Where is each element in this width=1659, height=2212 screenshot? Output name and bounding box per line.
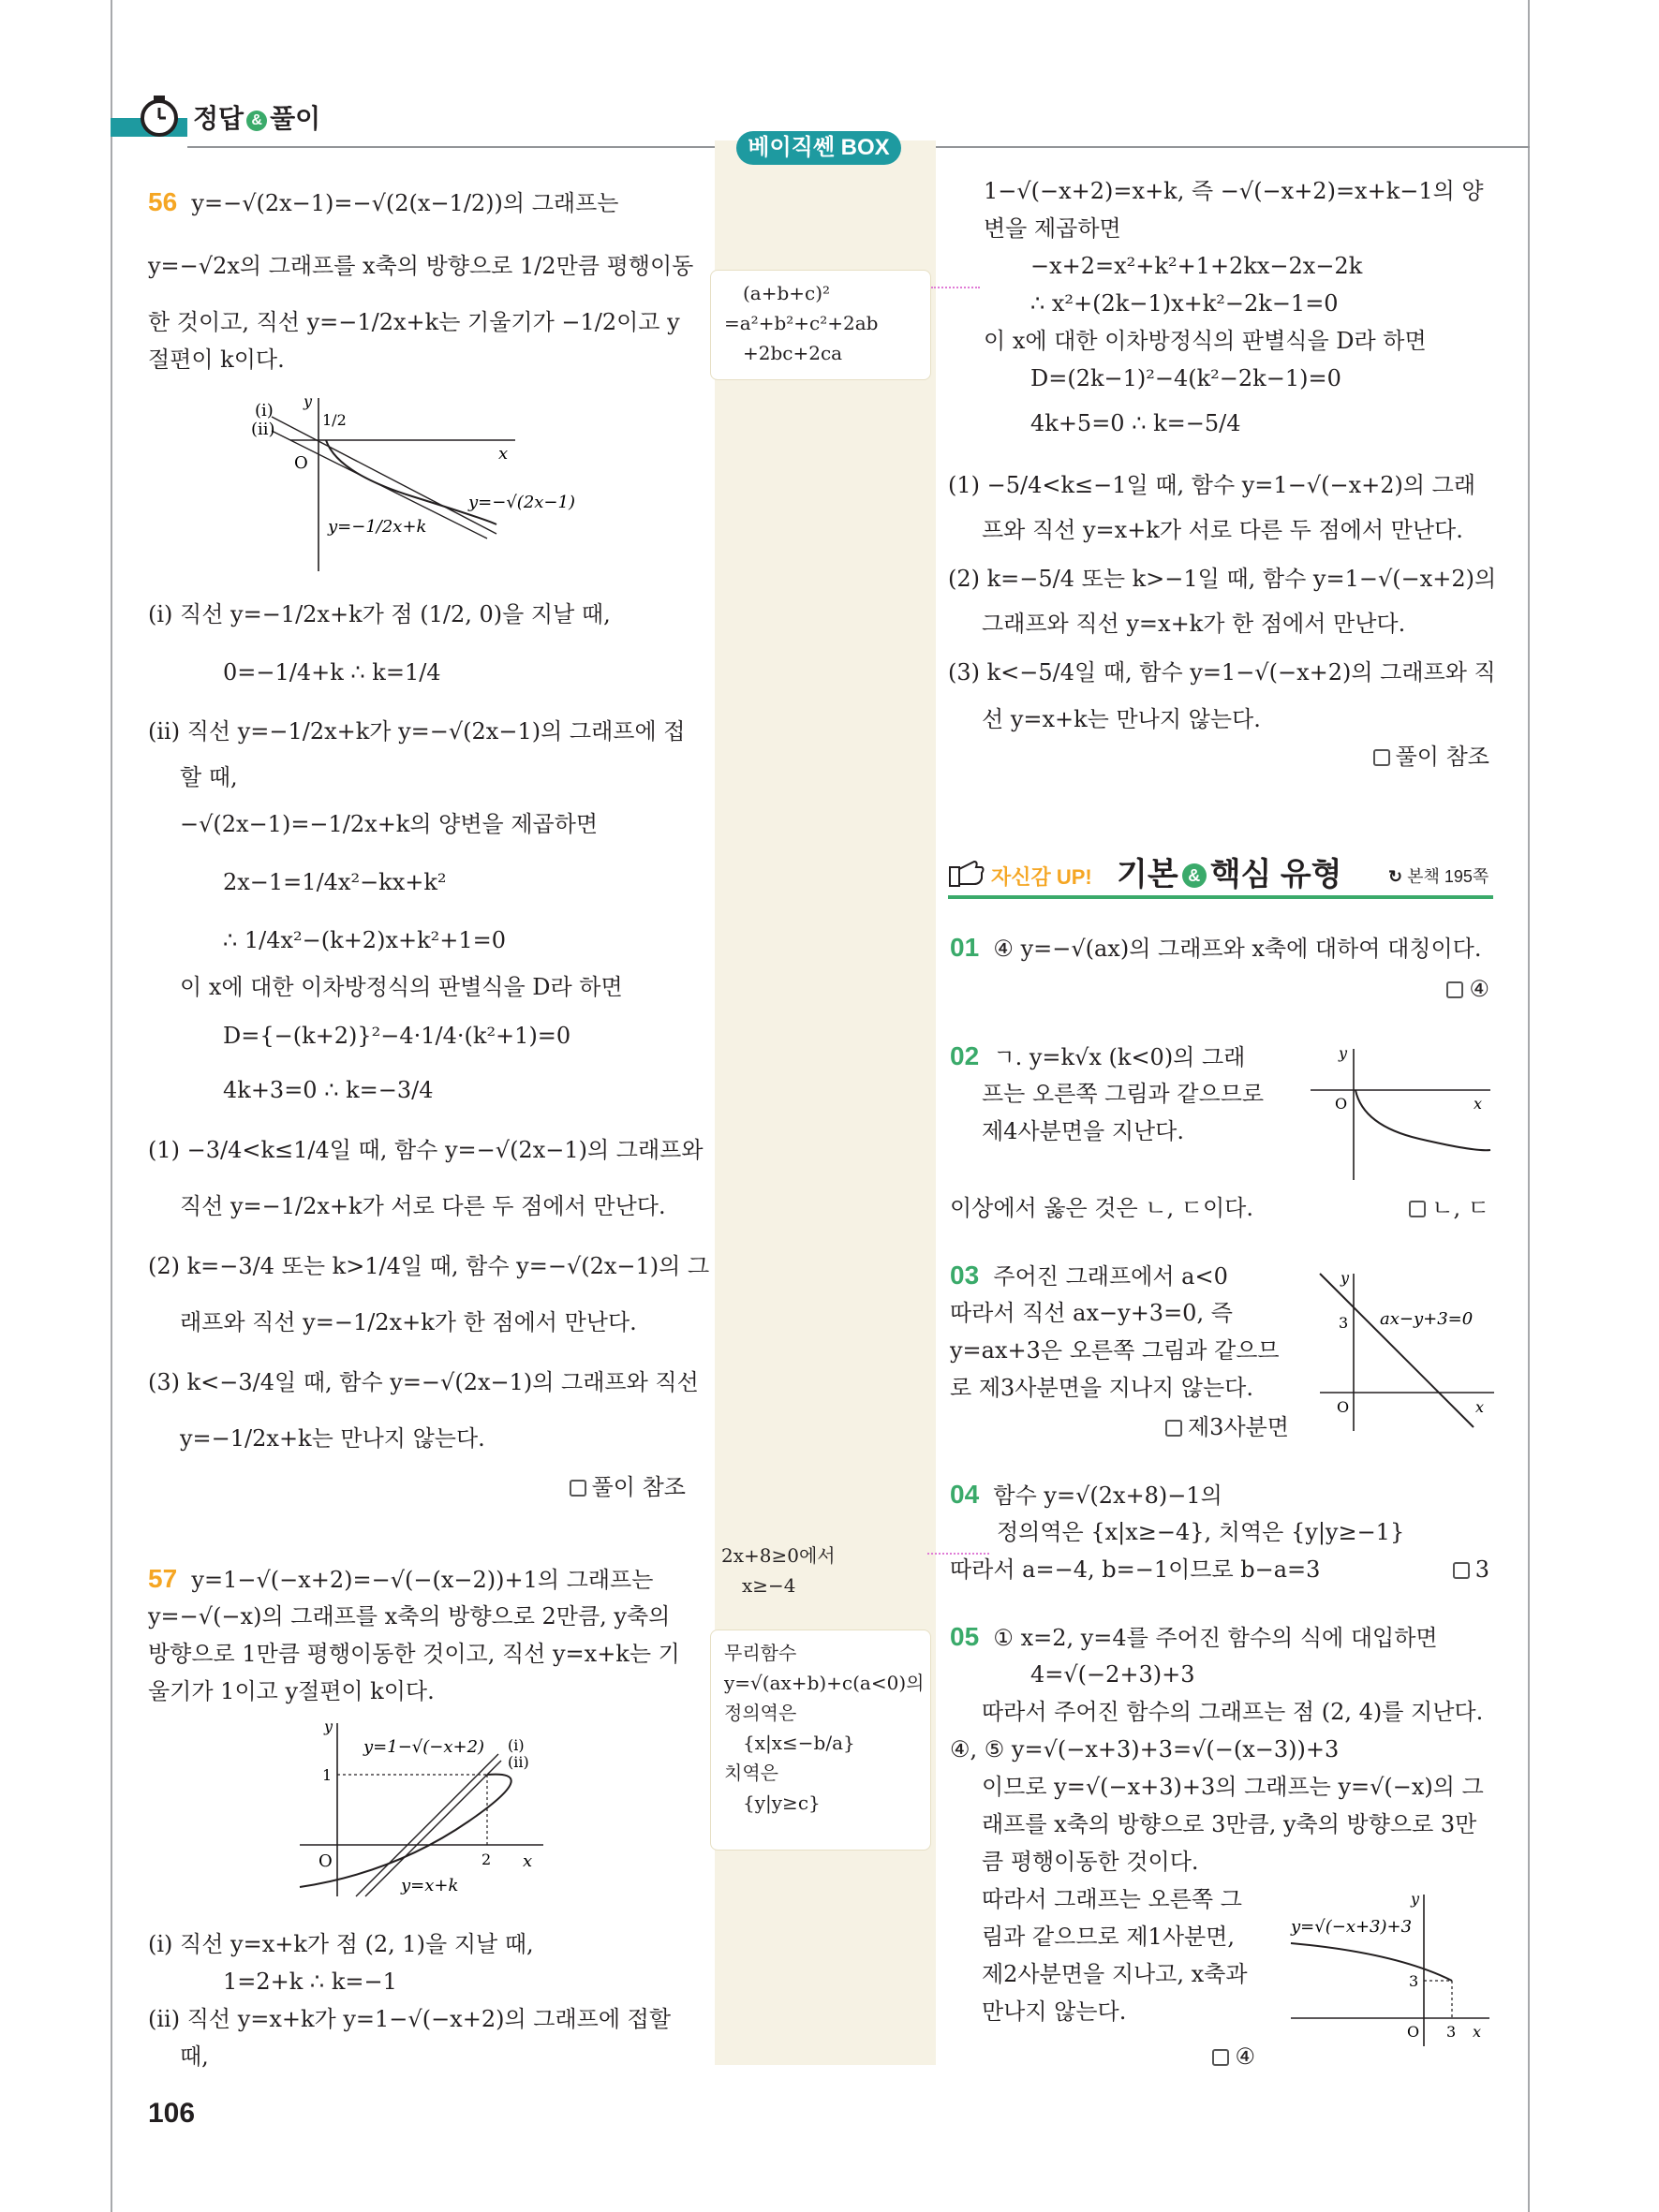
problem-02-line: 제4사분면을 지난다. bbox=[982, 1118, 1184, 1144]
left-border bbox=[111, 0, 112, 2212]
sidebar-box-formula bbox=[710, 270, 931, 380]
cont-line: D=(2k−1)²−4(k²−2k−1)=0 bbox=[1030, 365, 1341, 391]
problem-05-line: 큼 평행이동한 것이다. bbox=[982, 1849, 1199, 1875]
problem-02-line bbox=[950, 1041, 1245, 1072]
graph-05-label-y: y bbox=[1411, 1890, 1420, 1908]
graph-05-label-x: x bbox=[1473, 2023, 1482, 2041]
cont-line: 4k+5=0 ∴ k=−5/4 bbox=[1030, 410, 1241, 436]
cont-line: 선 y=x+k는 만나지 않는다. bbox=[982, 706, 1261, 732]
graph-02-curve bbox=[1355, 1090, 1490, 1150]
answer-icon bbox=[1373, 749, 1390, 766]
problem-05-line: 따라서 주어진 함수의 그래프는 점 (2, 4)를 지난다. bbox=[982, 1699, 1484, 1725]
answer-icon bbox=[1409, 1201, 1426, 1217]
problem-04-line: 정의역은 {x|x≥−4}, 치역은 {y|y≥−1} bbox=[997, 1519, 1405, 1545]
sidebar-note-line: 2x+8≥0에서 bbox=[721, 1544, 836, 1567]
graph-57-label-y: y bbox=[324, 1718, 333, 1735]
answer-icon bbox=[1453, 1562, 1470, 1579]
answer-icon bbox=[1212, 2049, 1229, 2066]
section-prefix: 자신감 UP! bbox=[991, 865, 1092, 889]
section-title-b: 핵심 유형 bbox=[1209, 857, 1342, 892]
problem-01-answer-text: ④ bbox=[1469, 976, 1489, 1002]
cont-line: 1−√(−x+2)=x+k, 즉 −√(−x+2)=x+k−1의 양 bbox=[984, 178, 1484, 204]
problem-03-line: 로 제3사분면을 지나지 않는다. bbox=[950, 1375, 1253, 1401]
cont-line: 그래프와 직선 y=x+k가 한 점에서 만난다. bbox=[982, 611, 1406, 637]
graph-03-label-x: x bbox=[1475, 1398, 1485, 1416]
sidebar-box-line: {y|y≥c} bbox=[743, 1792, 821, 1814]
section-title bbox=[1117, 848, 1342, 894]
graph-57-label-O: O bbox=[318, 1851, 333, 1871]
graph-03-label-y: y bbox=[1341, 1269, 1350, 1287]
section-title-amp: & bbox=[1182, 863, 1207, 888]
problem-05-text: ① x=2, y=4를 주어진 함수의 식에 대입하면 bbox=[993, 1625, 1438, 1651]
sidebar-note-line: x≥−4 bbox=[742, 1574, 796, 1597]
problem-04-answer-text: 3 bbox=[1474, 1556, 1489, 1583]
cont-answer-text: 풀이 참조 bbox=[1395, 744, 1489, 770]
cont-line: (1) −5/4<k≤−1일 때, 함수 y=1−√(−x+2)의 그래 bbox=[948, 472, 1476, 498]
section-ref bbox=[1388, 863, 1489, 888]
cont-line: 프와 직선 y=x+k가 서로 다른 두 점에서 만난다. bbox=[982, 517, 1463, 543]
sidebar-box-irrational bbox=[710, 1630, 931, 1851]
problem-05-line: 따라서 그래프는 오른쪽 그 bbox=[982, 1886, 1242, 1912]
graph-57-label-x: x bbox=[523, 1851, 533, 1871]
hand-icon bbox=[948, 856, 985, 890]
problem-56-number: 56 bbox=[148, 187, 178, 216]
problem-56-line: 래프와 직선 y=−1/2x+k가 한 점에서 만난다. bbox=[180, 1309, 637, 1335]
problem-56-line: (2) k=−3/4 또는 k>1/4일 때, 함수 y=−√(2x−1)의 그 bbox=[148, 1253, 710, 1279]
problem-03-answer-text: 제3사분면 bbox=[1187, 1414, 1289, 1440]
cont-answer bbox=[1293, 742, 1489, 772]
graph-02 bbox=[1307, 1041, 1494, 1182]
problem-05-line: 만나지 않는다. bbox=[982, 1998, 1127, 2025]
graph-02-label-y: y bbox=[1339, 1044, 1348, 1062]
answer-icon bbox=[1446, 981, 1463, 998]
section-title-a: 기본 bbox=[1117, 857, 1178, 892]
sidebar-box-formula-line: (a+b+c)² bbox=[743, 282, 831, 304]
problem-01-answer bbox=[1386, 974, 1489, 1004]
problem-02-line: 프는 오른쪽 그림과 같으므로 bbox=[982, 1081, 1265, 1107]
problem-57-number: 57 bbox=[148, 1564, 178, 1593]
clock-icon bbox=[135, 92, 184, 140]
section-header bbox=[948, 843, 1493, 901]
problem-56-answer bbox=[468, 1472, 686, 1502]
problem-02-conclusion: 이상에서 옳은 것은 ㄴ, ㄷ이다. bbox=[950, 1195, 1253, 1221]
problem-56-line: 2x−1=1/4x²−kx+k² bbox=[223, 869, 447, 895]
problem-57-line: 방향으로 1만큼 평행이동한 것이고, 직선 y=x+k는 기 bbox=[148, 1641, 680, 1667]
problem-05-line: 이므로 y=√(−x+3)+3의 그래프는 y=√(−x)의 그 bbox=[982, 1774, 1484, 1800]
problem-05-answer-text: ④ bbox=[1235, 2043, 1255, 2070]
problem-04-line: 따라서 a=−4, b=−1이므로 b−a=3 bbox=[950, 1556, 1321, 1583]
problem-04-line bbox=[950, 1480, 1222, 1511]
problem-03-line: y=ax+3은 오른쪽 그림과 같으므 bbox=[950, 1337, 1280, 1364]
sidebar-box-formula-line: +2bc+2ca bbox=[743, 342, 843, 364]
cont-line: (3) k<−5/4일 때, 함수 y=1−√(−x+2)의 그래프와 직 bbox=[948, 659, 1496, 686]
graph-57-label-1: 1 bbox=[322, 1766, 333, 1784]
problem-56-text: y=−√(2x−1)=−√(2(x−1/2))의 그래프는 bbox=[191, 190, 619, 216]
problem-56-line bbox=[148, 187, 618, 218]
problem-56-line: 한 것이고, 직선 y=−1/2x+k는 기울기가 −1/2이고 y bbox=[148, 309, 680, 335]
problem-57-line: 울기가 1이고 y절편이 k이다. bbox=[148, 1678, 435, 1704]
graph-03 bbox=[1316, 1266, 1499, 1435]
graph-56-label-i: (i) bbox=[255, 401, 274, 420]
problem-57-line: y=−√(−x)의 그래프를 x축의 방향으로 2만큼, y축의 bbox=[148, 1603, 671, 1630]
graph-57 bbox=[290, 1718, 562, 1906]
problem-01-text: ④ y=−√(ax)의 그래프와 x축에 대하여 대칭이다. bbox=[993, 936, 1482, 962]
problem-57-line: (ii) 직선 y=x+k가 y=1−√(−x+2)의 그래프에 접할 bbox=[148, 2006, 672, 2032]
right-border bbox=[1528, 0, 1530, 2212]
problem-56-line: 0=−1/4+k ∴ k=1/4 bbox=[223, 659, 441, 686]
answer-icon bbox=[1165, 1420, 1182, 1437]
graph-05-label-3a: 3 bbox=[1409, 1972, 1419, 1990]
graph-56-label-curve: y=−√(2x−1) bbox=[468, 493, 575, 512]
problem-56-line: (1) −3/4<k≤1/4일 때, 함수 y=−√(2x−1)의 그래프와 bbox=[148, 1137, 704, 1163]
problem-56-line: (i) 직선 y=−1/2x+k가 점 (1/2, 0)을 지날 때, bbox=[148, 601, 611, 627]
problem-57-text: y=1−√(−x+2)=−√(−(x−2))+1의 그래프는 bbox=[191, 1567, 654, 1593]
problem-02-text: ㄱ. y=k√x (k<0)의 그래 bbox=[993, 1044, 1246, 1070]
sidebar-box-formula-line: =a²+b²+c²+2ab bbox=[724, 312, 879, 334]
sidebar-note-domain bbox=[721, 1541, 836, 1600]
problem-05-line: 림과 같으므로 제1사분면, bbox=[982, 1924, 1235, 1950]
sidebar-box-line: 치역은 bbox=[724, 1762, 778, 1784]
problem-57-line bbox=[148, 1564, 653, 1595]
problem-05-answer bbox=[1162, 2042, 1255, 2072]
graph-56-label-y: y bbox=[304, 393, 313, 410]
graph-57-label-2: 2 bbox=[481, 1851, 492, 1868]
graph-57-label-i: (i) bbox=[508, 1736, 525, 1754]
problem-56-line: y=−√2x의 그래프를 x축의 방향으로 1/2만큼 평행이동 bbox=[148, 253, 694, 279]
problem-02-answer-text: ㄴ, ㄷ bbox=[1431, 1195, 1489, 1221]
refresh-icon: ↻ bbox=[1388, 867, 1408, 886]
graph-56-label-x: x bbox=[498, 444, 509, 464]
cont-line: −x+2=x²+k²+1+2kx−2x−2k bbox=[1030, 253, 1363, 279]
problem-05-line bbox=[950, 1622, 1438, 1653]
problem-56-answer-text: 풀이 참조 bbox=[591, 1474, 686, 1500]
header-title-a: 정답 bbox=[193, 104, 244, 133]
problem-56-line: D={−(k+2)}²−4·1/4·(k²+1)=0 bbox=[223, 1023, 571, 1049]
problem-05-line: ④, ⑤ y=√(−x+3)+3=√(−(x−3))+3 bbox=[950, 1736, 1340, 1762]
graph-57-label-line: y=x+k bbox=[401, 1876, 459, 1895]
box1-connector bbox=[931, 287, 980, 288]
graph-05-label-3b: 3 bbox=[1446, 2023, 1457, 2041]
problem-04-answer bbox=[1405, 1555, 1489, 1585]
problem-03-text: 주어진 그래프에서 a<0 bbox=[993, 1263, 1228, 1290]
problem-56-line: 절편이 k이다. bbox=[148, 347, 285, 373]
problem-03-number: 03 bbox=[950, 1261, 980, 1290]
problem-02-answer bbox=[1349, 1193, 1489, 1223]
problem-56-line: 할 때, bbox=[180, 764, 238, 790]
graph-05-label-O: O bbox=[1407, 2023, 1420, 2041]
problem-01-line bbox=[950, 933, 1481, 964]
problem-03-line bbox=[950, 1261, 1228, 1291]
problem-56-line: 이 x에 대한 이차방정식의 판별식을 D라 하면 bbox=[180, 974, 623, 1000]
page-number: 106 bbox=[148, 2098, 196, 2129]
problem-03-answer bbox=[1124, 1412, 1289, 1442]
problem-56-line: ∴ 1/4x²−(k+2)x+k²+1=0 bbox=[223, 927, 507, 953]
graph-05 bbox=[1283, 1887, 1494, 2051]
graph-05-curve bbox=[1291, 1943, 1452, 1981]
problem-56-line: 직선 y=−1/2x+k가 서로 다른 두 점에서 만난다. bbox=[180, 1193, 666, 1219]
sidebar-box-line: y=√(ax+b)+c(a<0)의 bbox=[724, 1672, 925, 1694]
graph-57-label-curve: y=1−√(−x+2) bbox=[363, 1737, 485, 1757]
cont-line: 변을 제곱하면 bbox=[984, 215, 1121, 242]
problem-04-number: 04 bbox=[950, 1480, 980, 1509]
header-title-amp: & bbox=[246, 111, 267, 131]
graph-03-label-3: 3 bbox=[1339, 1314, 1349, 1332]
sidebar-box-line: {x|x≤−b/a} bbox=[743, 1732, 855, 1754]
cont-line: 이 x에 대한 이차방정식의 판별식을 D라 하면 bbox=[984, 328, 1427, 354]
problem-57-line: (i) 직선 y=x+k가 점 (2, 1)을 지날 때, bbox=[148, 1931, 534, 1957]
sidebar-box-line: 무리함수 bbox=[724, 1642, 797, 1664]
problem-56-line: (ii) 직선 y=−1/2x+k가 y=−√(2x−1)의 그래프에 접 bbox=[148, 718, 686, 745]
graph-57-label-ii: (ii) bbox=[508, 1753, 529, 1771]
section-rule bbox=[948, 895, 1493, 899]
graph-02-label-O: O bbox=[1335, 1095, 1348, 1113]
problem-56-line: 4k+3=0 ∴ k=−3/4 bbox=[223, 1077, 434, 1103]
graph-56-label-half: 1/2 bbox=[322, 411, 347, 429]
section-ref-text: 본책 195쪽 bbox=[1407, 867, 1489, 886]
header-title bbox=[193, 101, 320, 137]
box-label: 베이직쎈 BOX bbox=[736, 131, 901, 165]
problem-57-line: 때, bbox=[180, 2043, 209, 2070]
problem-05-number: 05 bbox=[950, 1622, 980, 1651]
problem-56-line: (3) k<−3/4일 때, 함수 y=−√(2x−1)의 그래프와 직선 bbox=[148, 1369, 699, 1395]
cont-line: ∴ x²+(2k−1)x+k²−2k−1=0 bbox=[1030, 290, 1339, 317]
problem-57-line: 1=2+k ∴ k=−1 bbox=[223, 1969, 397, 1995]
problem-02-number: 02 bbox=[950, 1041, 980, 1070]
problem-04-text: 함수 y=√(2x+8)−1의 bbox=[993, 1482, 1222, 1509]
graph-03-label-line: ax−y+3=0 bbox=[1380, 1309, 1474, 1329]
header-title-b: 풀이 bbox=[270, 104, 321, 133]
problem-05-line: 제2사분면을 지나고, x축과 bbox=[982, 1961, 1248, 1987]
problem-56-line: −√(2x−1)=−1/2x+k의 양변을 제곱하면 bbox=[180, 811, 599, 837]
graph-56-label-O: O bbox=[294, 453, 308, 473]
graph-56 bbox=[244, 393, 600, 576]
graph-02-label-x: x bbox=[1474, 1095, 1483, 1113]
answer-icon bbox=[570, 1480, 586, 1497]
cont-line: (2) k=−5/4 또는 k>−1일 때, 함수 y=1−√(−x+2)의 bbox=[948, 566, 1497, 592]
problem-05-line: 래프를 x축의 방향으로 3만큼, y축의 방향으로 3만 bbox=[982, 1811, 1477, 1837]
problem-03-line: 따라서 직선 ax−y+3=0, 즉 bbox=[950, 1300, 1233, 1326]
problem-56-line: y=−1/2x+k는 만나지 않는다. bbox=[180, 1425, 485, 1452]
problem-01-number: 01 bbox=[950, 933, 980, 962]
graph-56-label-ii: (ii) bbox=[251, 420, 275, 439]
sidebar-box-line: 정의역은 bbox=[724, 1702, 797, 1724]
problem-05-line: 4=√(−2+3)+3 bbox=[1030, 1661, 1195, 1688]
graph-03-label-O: O bbox=[1337, 1398, 1350, 1416]
graph-56-label-line: y=−1/2x+k bbox=[328, 517, 427, 537]
graph-05-label-curve: y=√(−x+3)+3 bbox=[1291, 1917, 1413, 1937]
